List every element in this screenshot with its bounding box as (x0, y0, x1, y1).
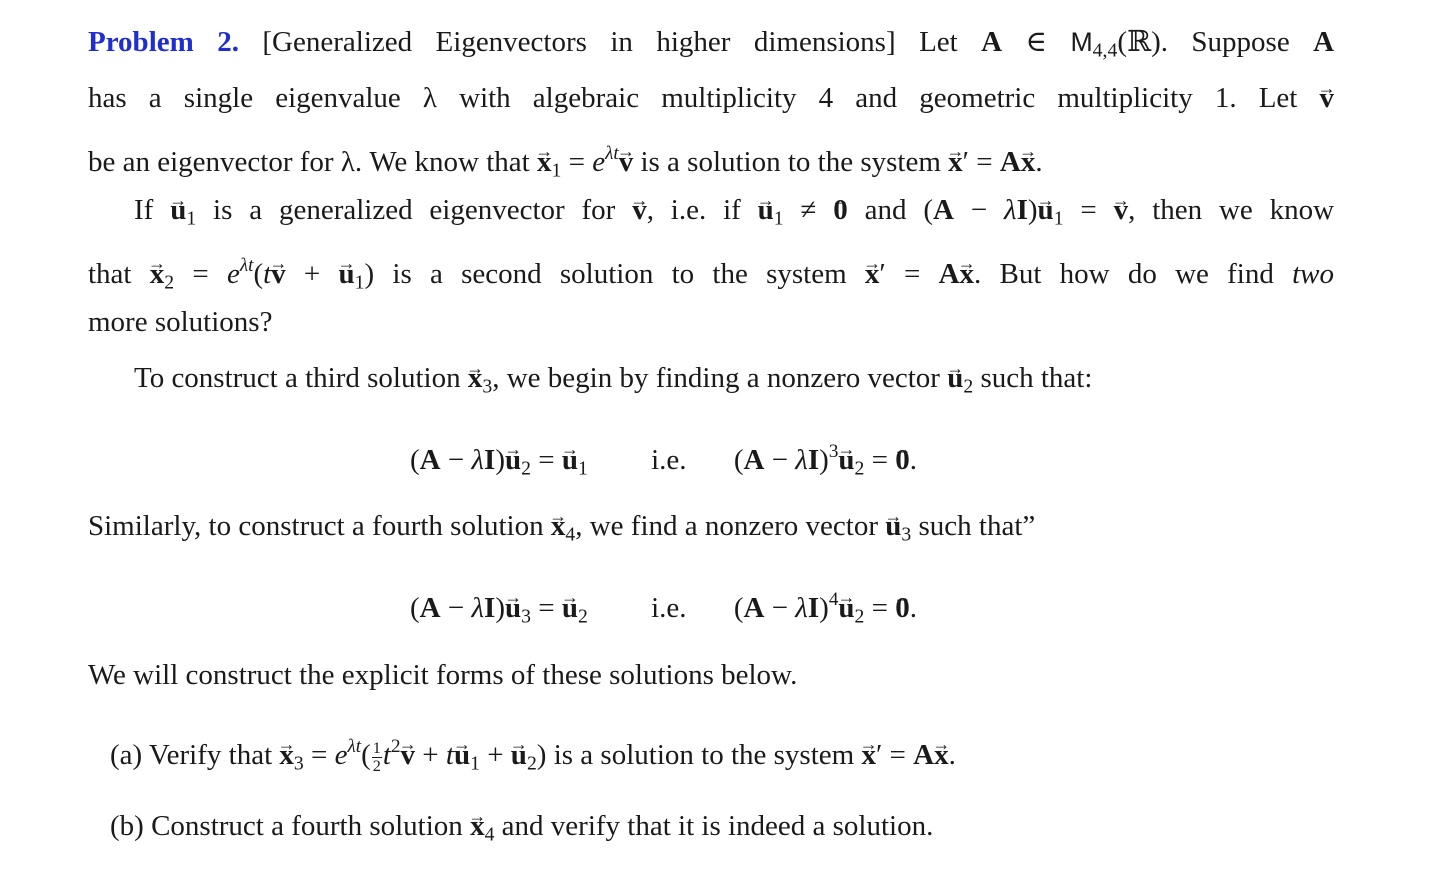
such-that-text: such that: (980, 362, 1093, 394)
paragraph2-line1: If $u \to_1$ is a generalized eigenvector for v →, i.e. if $u \to_1 \ne 0$ → and $(A - \lambda I)u \to_1 = v$ →, then we know (134, 192, 1334, 237)
power-exponent-2: 4 (828, 589, 839, 610)
and-word: and (864, 194, 907, 226)
verify-solution-text: and verify that it is indeed a solution. (501, 810, 934, 842)
is-solution-text: is a solution to the system (553, 738, 855, 771)
such-that-text-2: such that” (918, 510, 1036, 542)
fourth-solution-text: Similarly, to construct a fourth solution (88, 510, 544, 542)
two-emphasis: two (1292, 257, 1335, 290)
if-word: If (134, 194, 154, 226)
generalized-eigenvector-text: is a generalized eigenvector for (213, 194, 616, 226)
explicit-forms-text: We will construct the explicit forms of these solutions below. (88, 659, 798, 691)
ie-label-2: i.e. (651, 591, 687, 624)
second-solution-text: is a second solution to the system (392, 257, 847, 290)
eigenvalue-sentence: has a single eigenvalue λ with algebraic multiplicity 4 and geometric multiplicity 1. Let (88, 82, 1298, 114)
third-solution-text: To construct a third solution (134, 362, 461, 394)
verify-text: Verify that (148, 738, 273, 771)
then-text: , then we know (1128, 194, 1335, 226)
paragraph4-line: Similarly, to construct a fourth solution $x \to_4$, we find a nonzero vector $u \to_3$ such that” (88, 508, 1035, 553)
problem-label: Problem 2. (88, 26, 239, 58)
paragraph2-line2: that $x \to_2 = e^{\lambda t}(tv$ → + $u \to_1$) is a second solution to the system x →′ = Ax →. But how do we find two (88, 248, 1334, 300)
part-b: (b) Construct a fourth solution $x \to_4$ and verify that it is indeed a solution. (110, 808, 933, 853)
part-a-label: (a) (110, 738, 143, 771)
problem-title: [Generalized Eigenvectors in higher dimensions] (262, 26, 896, 58)
we-find-text: , we find a nonzero vector (575, 510, 878, 542)
begin-text: , we begin by finding a nonzero vector (492, 362, 940, 394)
equation-fourth: $(A - \lambda I)u \to_3 = u \to_2$ i.e. $(A - \lambda I)^4u \to_2 = 0$ →. (410, 582, 917, 634)
ie-if-text: , i.e. if (646, 194, 741, 226)
matrix-space-dims: 4,4 (1092, 39, 1118, 62)
reals-symbol: (ℝ). (1117, 26, 1168, 58)
suppose-word: Suppose (1191, 26, 1290, 58)
but-text: . But how do we find (974, 257, 1274, 290)
equation-third: $(A - \lambda I)u \to_2 = u \to_1$ i.e. $(A - \lambda I)^3u \to_2 = 0$ →. (410, 434, 917, 486)
solution-sentence: is a solution to the system (640, 145, 941, 178)
let-word: Let (919, 26, 958, 58)
paragraph1-line2: has a single eigenvalue λ with algebraic multiplicity 4 and geometric multiplicity 1. Let v → (88, 80, 1334, 116)
paragraph2-line3 (88, 304, 272, 340)
eigenvector-sentence: be an eigenvector for λ. We know that (88, 145, 530, 178)
problem-heading-line: Problem 2. [Generalized Eigenvectors in higher dimensions] Let A ∈ $M_{4,4}(ℝ)$. Suppose A (88, 26, 1335, 62)
part-b-label: (b) (110, 810, 144, 842)
element-of-symbol: ∈ (1025, 26, 1048, 58)
part-a: (a) Verify that $x \to_3 = e^{\lambda t}$( $\frac{1}{2}$ $t^2v$ → + tu $\to_1 + u \to_2$) is a solution to the system x →′ = Ax →. (110, 729, 956, 781)
more-solutions-text: more solutions? (88, 306, 273, 338)
paragraph1-line3: be an eigenvector for λ. We know that $x \to_1 = e^{\lambda t}v$ → is a solution to the system x →′ = Ax →. (88, 136, 1043, 188)
power-exponent: 3 (828, 441, 839, 462)
paragraph3-line: To construct a third solution $x \to_3$, we begin by finding a nonzero vector $u \to_2$ such that: (134, 360, 1092, 405)
one-half-fraction: $\frac{1}{2}$ (372, 739, 381, 775)
that-word: that (88, 257, 132, 290)
ie-label: i.e. (651, 443, 687, 476)
paragraph5-line (88, 657, 797, 693)
construct-fourth-text: Construct a fourth solution (151, 810, 463, 842)
matrix-space: M (1070, 27, 1093, 57)
